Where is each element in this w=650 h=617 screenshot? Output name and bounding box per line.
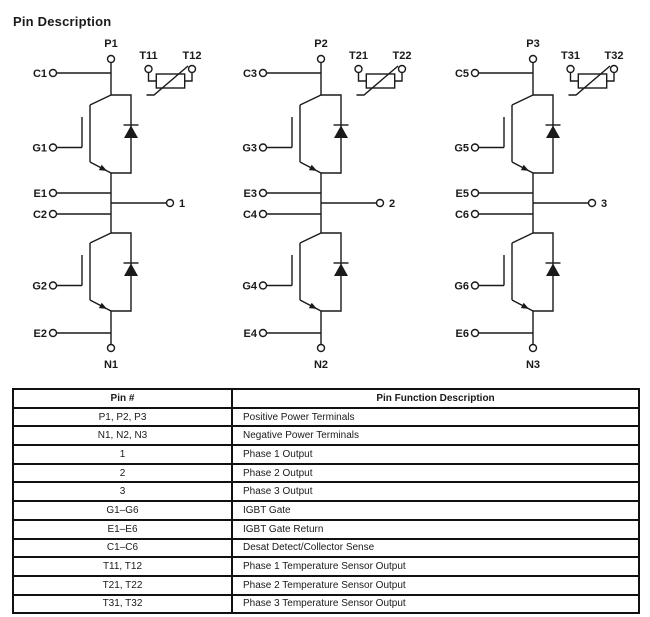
table-row bbox=[13, 539, 639, 558]
pin-cell: 3 bbox=[13, 482, 232, 501]
pin-cell: P1, P2, P3 bbox=[13, 408, 232, 427]
table-row bbox=[13, 595, 639, 614]
phase-1-half-bridge-lines bbox=[50, 56, 196, 352]
table-row bbox=[13, 501, 639, 520]
phase-3-half-bridge-lines bbox=[472, 56, 618, 352]
description-cell: IGBT Gate Return bbox=[232, 520, 639, 539]
table-row bbox=[13, 576, 639, 595]
table-row bbox=[13, 426, 639, 445]
table-row bbox=[13, 557, 639, 576]
phase-3-circuit bbox=[454, 38, 623, 371]
table-row bbox=[13, 520, 639, 539]
negative-terminal-label: N2 bbox=[313, 359, 329, 371]
page-title: Pin Description bbox=[13, 14, 112, 29]
temp-sensor-label-2: T12 bbox=[182, 50, 202, 62]
pin-cell: 1 bbox=[13, 445, 232, 464]
negative-terminal-label: N3 bbox=[525, 359, 541, 371]
pin-cell: T21, T22 bbox=[13, 576, 232, 595]
collector-upper-label: C5 bbox=[454, 68, 469, 80]
collector-upper-label: C3 bbox=[242, 68, 257, 80]
emitter-lower-label: E2 bbox=[33, 328, 47, 340]
emitter-lower-label: E4 bbox=[243, 328, 257, 340]
temp-sensor-label-1: T11 bbox=[139, 50, 158, 62]
negative-terminal-label: N1 bbox=[103, 359, 119, 371]
temp-sensor-label-1: T21 bbox=[349, 50, 368, 62]
description-cell: Phase 2 Temperature Sensor Output bbox=[232, 576, 639, 595]
table-row bbox=[13, 445, 639, 464]
pin-cell: T11, T12 bbox=[13, 557, 232, 576]
gate-lower-label: G2 bbox=[32, 280, 47, 293]
positive-terminal-label: P1 bbox=[104, 38, 118, 50]
description-cell: Desat Detect/Collector Sense bbox=[232, 539, 639, 558]
collector-lower-label: C4 bbox=[242, 209, 257, 221]
table-row bbox=[13, 482, 639, 501]
emitter-upper-label: E3 bbox=[243, 188, 257, 200]
description-cell: Phase 3 Temperature Sensor Output bbox=[232, 595, 639, 614]
phase-output-label: 1 bbox=[179, 198, 186, 210]
table-row bbox=[13, 408, 639, 427]
phase-output-label: 2 bbox=[389, 198, 396, 210]
description-cell: Positive Power Terminals bbox=[232, 408, 639, 427]
phase-2-circuit bbox=[242, 38, 411, 371]
table-row bbox=[13, 464, 639, 483]
pin-cell: 2 bbox=[13, 464, 232, 483]
header-pin-function: Pin Function Description bbox=[232, 389, 639, 408]
positive-terminal-label: P3 bbox=[526, 38, 540, 50]
pin-cell: E1–E6 bbox=[13, 520, 232, 539]
gate-lower-label: G4 bbox=[242, 280, 257, 293]
emitter-upper-label: E5 bbox=[455, 188, 469, 200]
pin-cell: G1–G6 bbox=[13, 501, 232, 520]
emitter-lower-label: E6 bbox=[455, 328, 469, 340]
phase-1-circuit bbox=[32, 38, 201, 371]
temp-sensor-label-1: T31 bbox=[561, 50, 580, 62]
emitter-upper-label: E1 bbox=[33, 188, 47, 200]
gate-lower-label: G6 bbox=[454, 280, 469, 293]
phase-2-half-bridge-lines bbox=[260, 56, 406, 352]
temp-sensor-label-2: T22 bbox=[392, 50, 412, 62]
description-cell: Phase 2 Output bbox=[232, 464, 639, 483]
description-cell: Phase 3 Output bbox=[232, 482, 639, 501]
pin-cell: C1–C6 bbox=[13, 539, 232, 558]
description-cell: Negative Power Terminals bbox=[232, 426, 639, 445]
gate-upper-label: G3 bbox=[242, 142, 257, 155]
phase-output-label: 3 bbox=[601, 198, 608, 210]
collector-lower-label: C6 bbox=[454, 209, 469, 221]
table-header-row bbox=[13, 389, 639, 408]
gate-upper-label: G1 bbox=[32, 142, 47, 155]
temp-sensor-label-2: T32 bbox=[604, 50, 624, 62]
pin-cell: T31, T32 bbox=[13, 595, 232, 614]
description-cell: Phase 1 Output bbox=[232, 445, 639, 464]
collector-lower-label: C2 bbox=[32, 209, 47, 221]
positive-terminal-label: P2 bbox=[314, 38, 328, 50]
description-cell: IGBT Gate bbox=[232, 501, 639, 520]
header-pin-number: Pin # bbox=[13, 389, 232, 408]
pin-cell: N1, N2, N3 bbox=[13, 426, 232, 445]
gate-upper-label: G5 bbox=[454, 142, 469, 155]
collector-upper-label: C1 bbox=[32, 68, 47, 80]
description-cell: Phase 1 Temperature Sensor Output bbox=[232, 557, 639, 576]
pin-function-table bbox=[12, 388, 640, 614]
